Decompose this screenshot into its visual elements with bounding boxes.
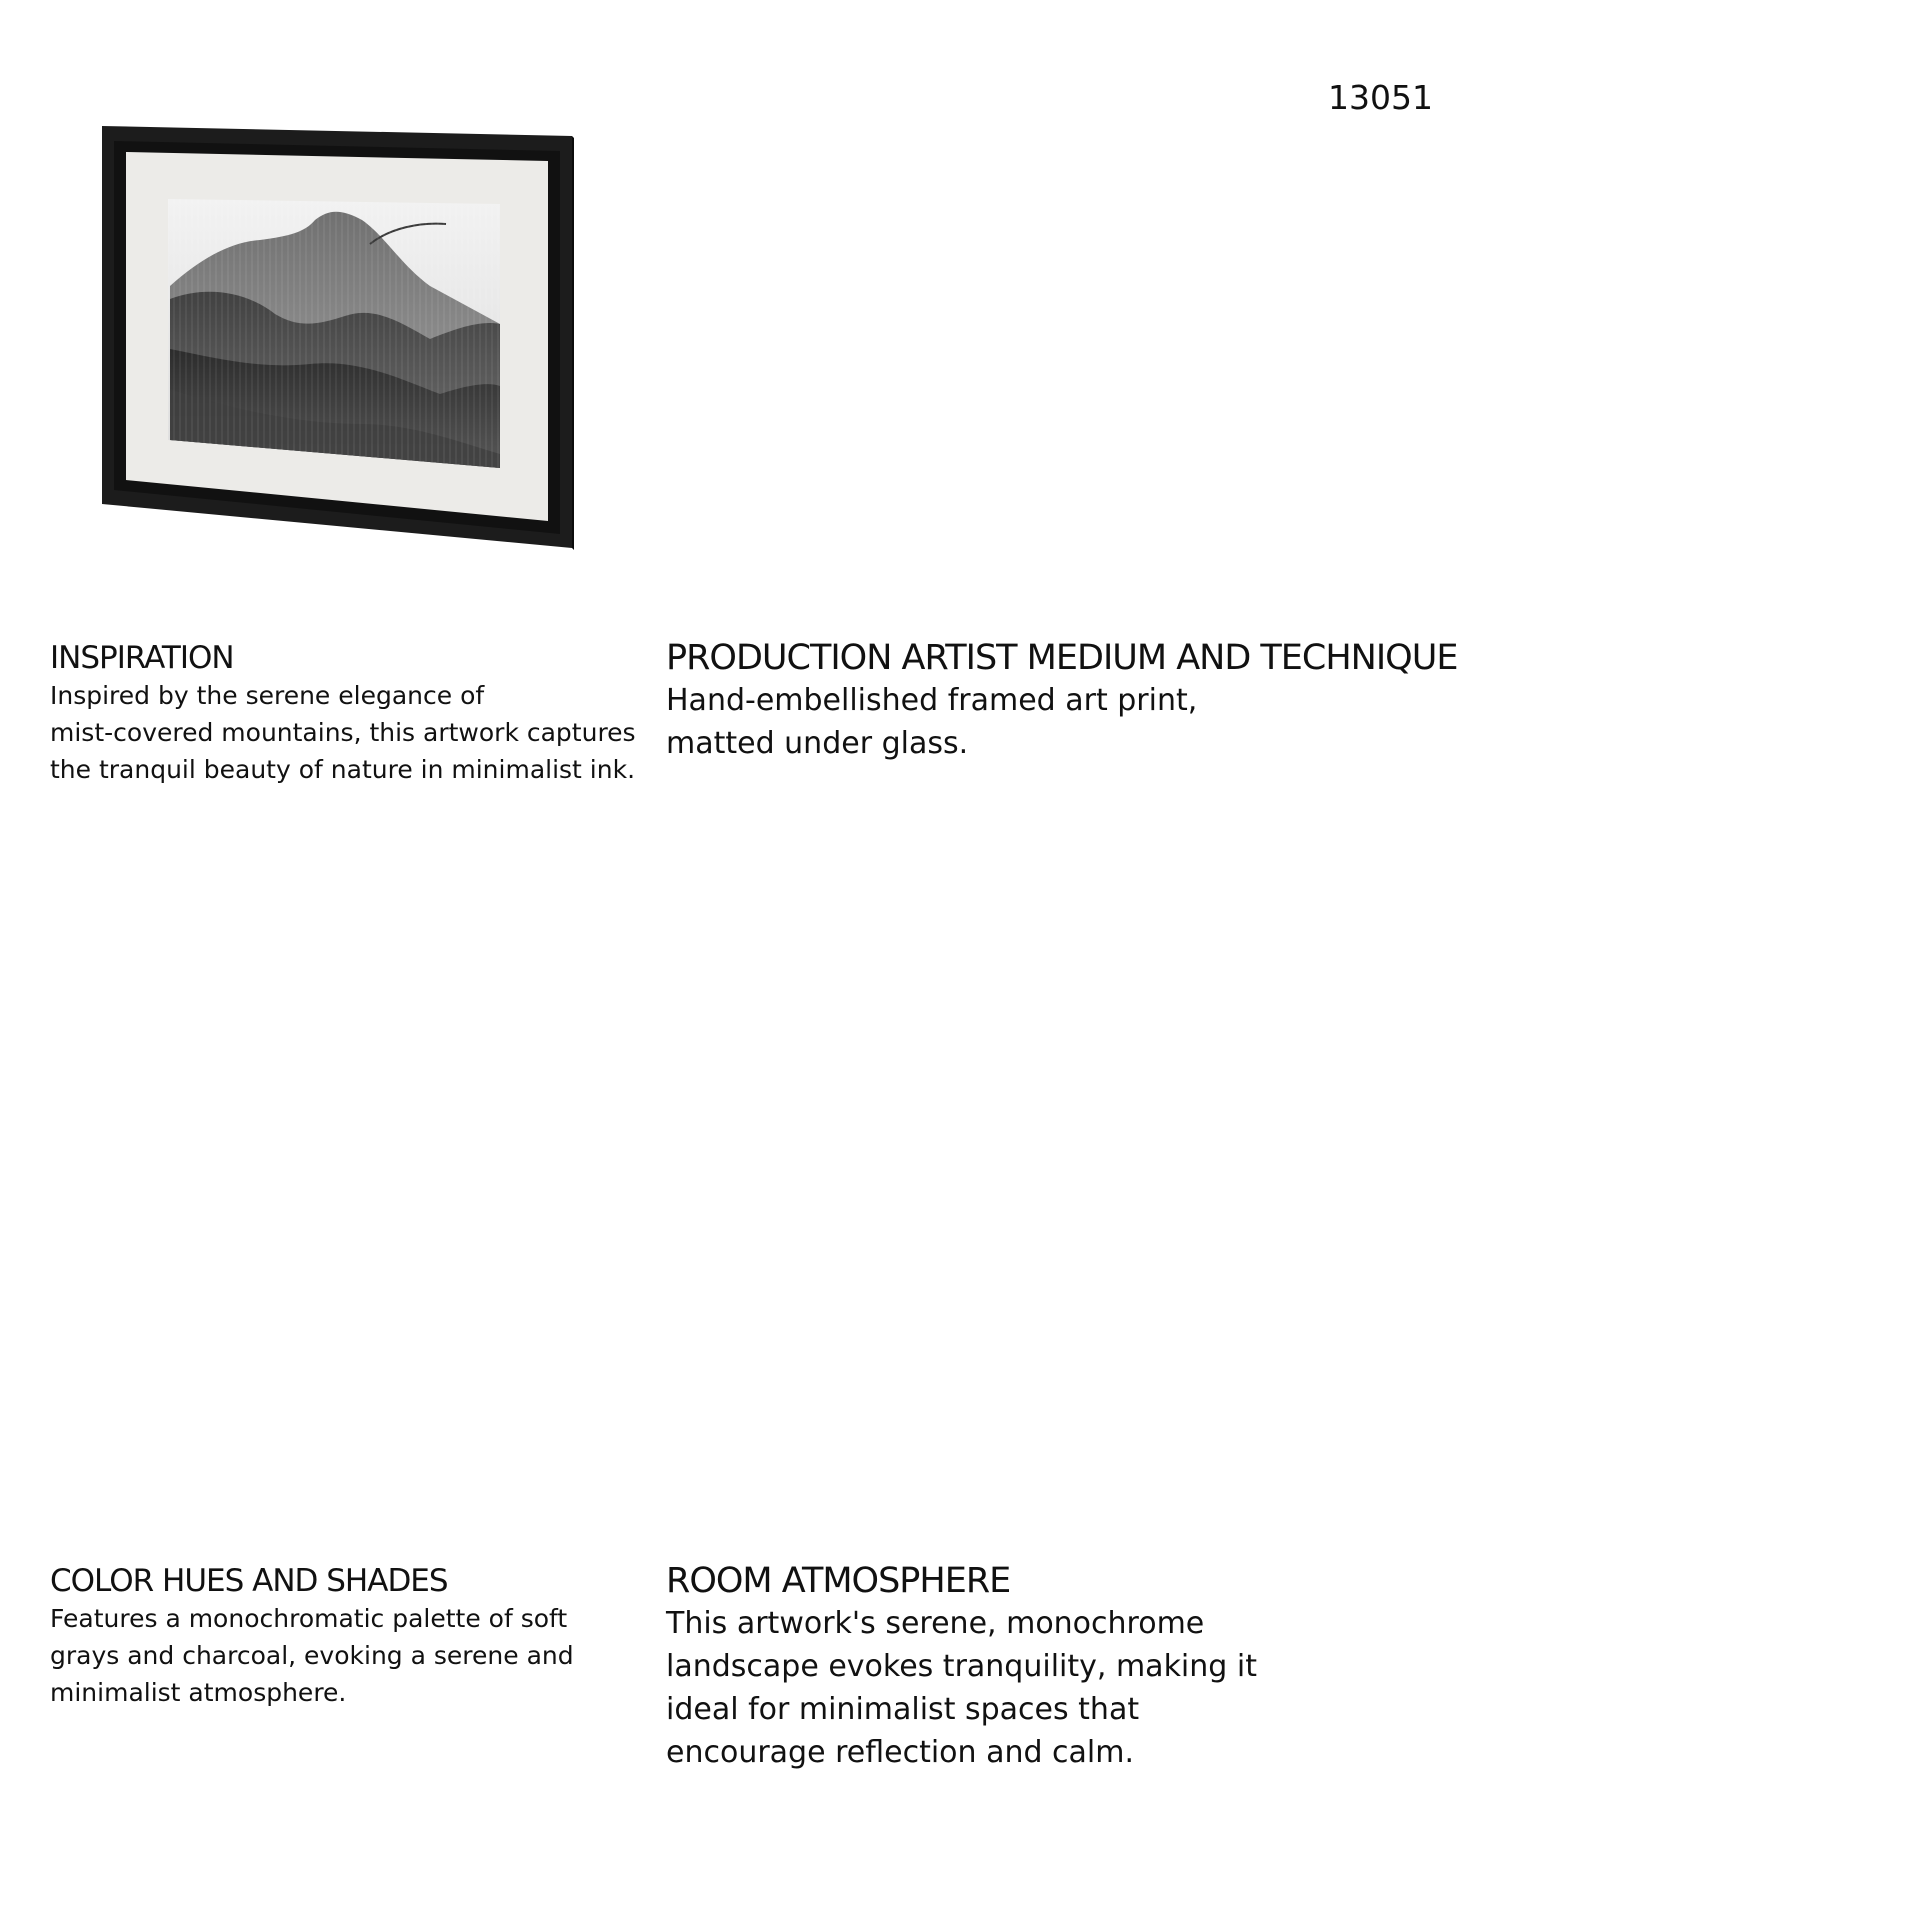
framed-artwork-image	[100, 124, 574, 550]
room-section	[666, 1560, 1566, 1774]
inspiration-line: mist-covered mountains, this artwork captures	[50, 718, 636, 748]
color-heading: COLOR HUES AND SHADES	[50, 1563, 448, 1599]
inspiration-line: Inspired by the serene elegance of	[50, 681, 485, 711]
inspiration-line: the tranquil beauty of nature in minimalist ink.	[50, 755, 636, 785]
room-line: This artwork's serene, monochrome	[666, 1606, 1205, 1641]
product-id: 13051	[1328, 78, 1433, 117]
production-heading: PRODUCTION ARTIST MEDIUM AND TECHNIQUE	[666, 638, 1458, 678]
room-line: landscape evokes tranquility, making it	[666, 1649, 1257, 1684]
inspiration-section	[50, 640, 650, 788]
production-line: Hand-embellished framed art print,	[666, 683, 1198, 718]
room-line: encourage reflection and calm.	[666, 1735, 1135, 1770]
room-line: ideal for minimalist spaces that	[666, 1692, 1140, 1727]
production-text	[666, 679, 1566, 765]
inspiration-heading: INSPIRATION	[50, 640, 234, 676]
production-section	[666, 637, 1566, 765]
room-text	[666, 1602, 1566, 1774]
room-heading: ROOM ATMOSPHERE	[666, 1561, 1011, 1601]
inspiration-text	[50, 677, 650, 788]
color-line: grays and charcoal, evoking a serene and	[50, 1641, 574, 1671]
production-line: matted under glass.	[666, 726, 969, 761]
color-text	[50, 1600, 650, 1711]
color-line: minimalist atmosphere.	[50, 1678, 347, 1708]
color-section	[50, 1563, 650, 1711]
color-line: Features a monochromatic palette of soft	[50, 1604, 568, 1634]
